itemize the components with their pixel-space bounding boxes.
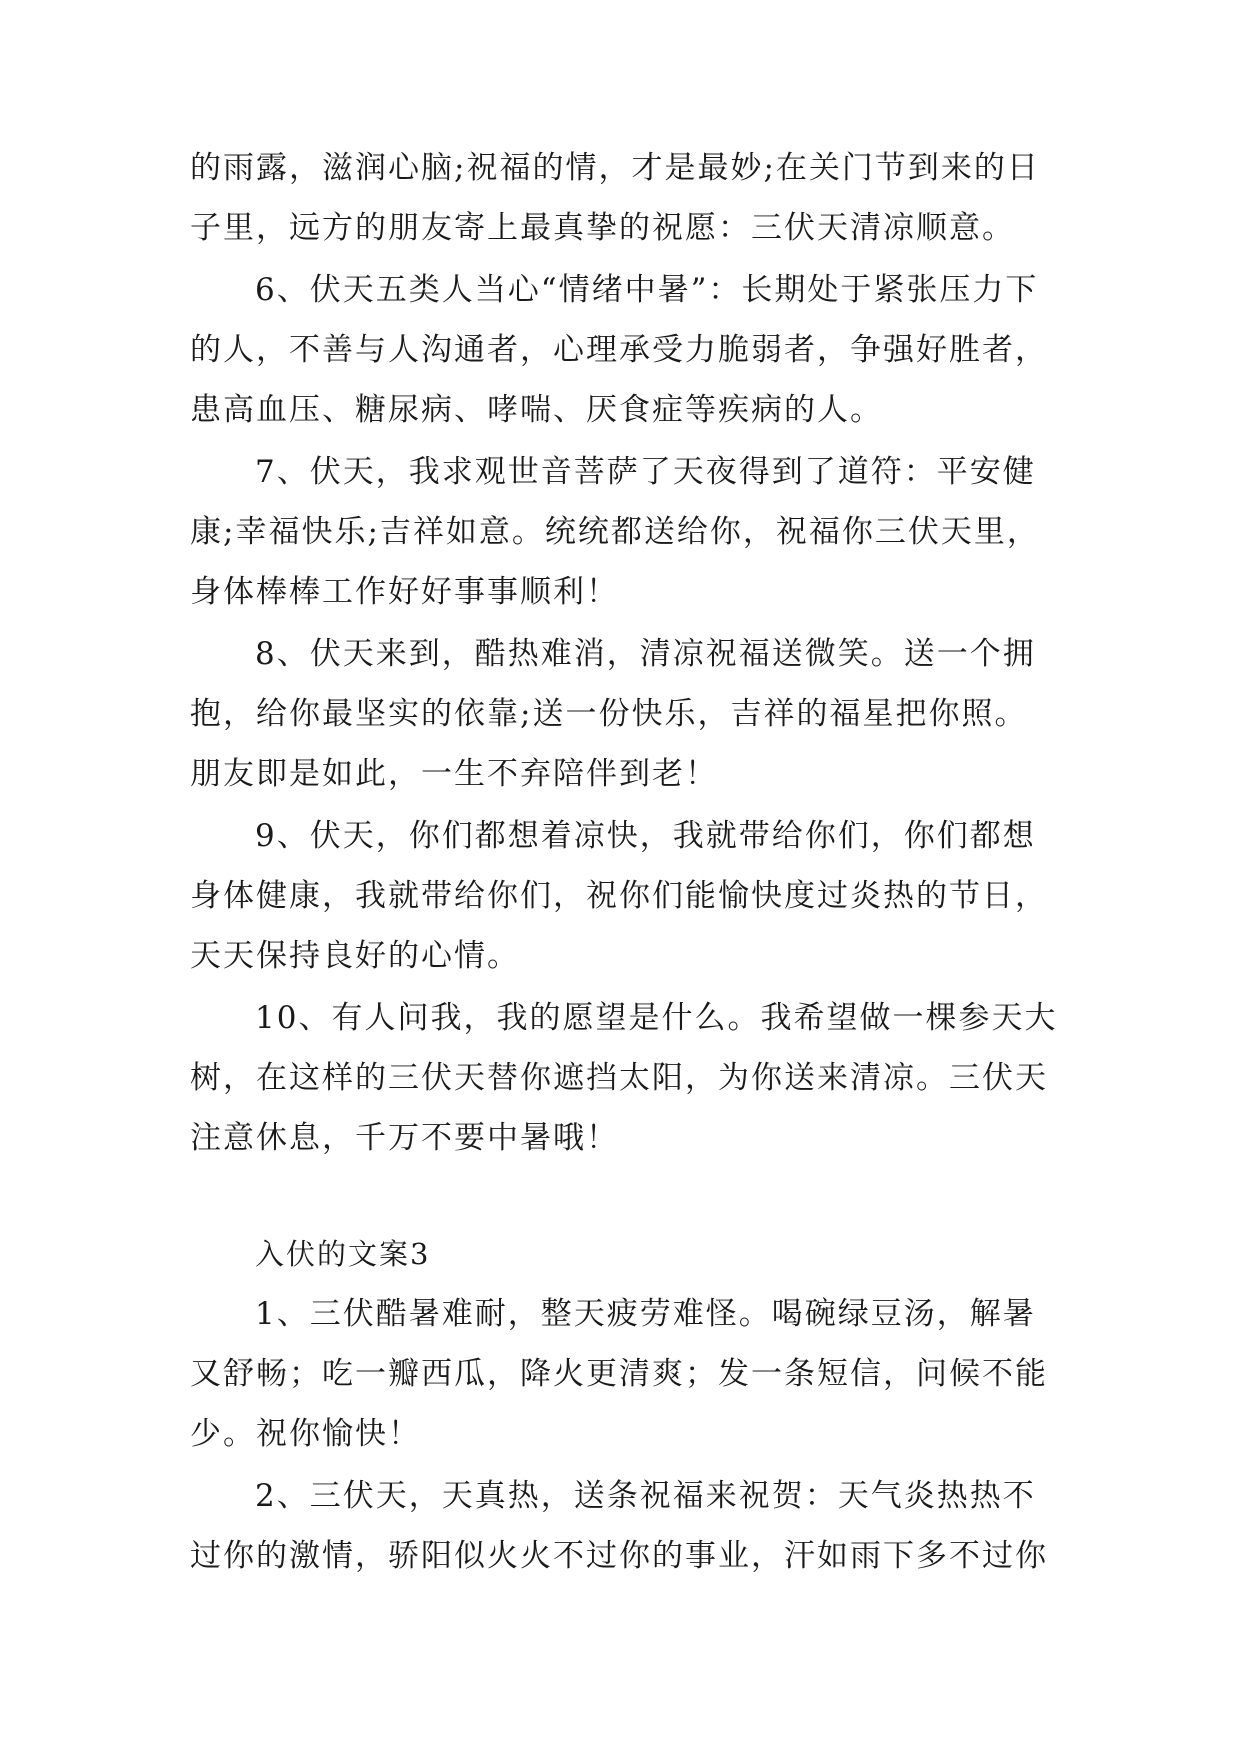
text-line: 1、三伏酷暑难耐，整天疲劳难怪。喝碗绿豆汤，解暑 [255,1296,1036,1332]
text-line: 少。祝你愉快！ [190,1416,421,1452]
text-line: 又舒畅；吃一瓣西瓜，降火更清爽；发一条短信，问候不能 [190,1356,1048,1392]
text-line: 的人，不善与人沟通者，心理承受力脆弱者，争强好胜者， [190,332,1048,368]
text-line: 身体健康，我就带给你们，祝你们能愉快度过炎热的节日， [190,878,1048,914]
text-line: 的雨露，滋润心脑;祝福的情，才是最妙;在关门节到来的日 [190,150,1040,186]
text-line: 8、伏天来到，酷热难消，清凉祝福送微笑。送一个拥 [255,636,1036,672]
text-line: 抱，给你最坚实的依靠;送一份快乐，吉祥的福星把你照。 [190,696,1028,732]
text-line: 天天保持良好的心情。 [190,938,520,974]
text-line: 康;幸福快乐;吉祥如意。统统都送给你，祝福你三伏天里， [190,514,1040,550]
text-line: 注意休息，千万不要中暑哦！ [190,1120,619,1156]
text-line: 6、伏天五类人当心“情绪中暑”：长期处于紧张压力下 [255,272,1039,308]
text-line: 子里，远方的朋友寄上最真挚的祝愿：三伏天清凉顺意。 [190,210,1015,246]
text-line: 朋友即是如此，一生不弃陪伴到老！ [190,756,718,792]
text-line: 9、伏天，你们都想着凉快，我就带给你们，你们都想 [255,818,1036,854]
text-line: 过你的激情，骄阳似火火不过你的事业，汗如雨下多不过你 [190,1538,1048,1574]
text-line: 患高血压、糖尿病、哮喘、厌食症等疾病的人。 [190,392,883,428]
text-line: 2、三伏天，天真热，送条祝福来祝贺：天气炎热热不 [255,1478,1036,1514]
text-line: 树，在这样的三伏天替你遮挡太阳，为你送来清凉。三伏天 [190,1060,1048,1096]
text-line: 身体棒棒工作好好事事顺利！ [190,574,619,610]
text-line: 7、伏天，我求观世音菩萨了天夜得到了道符：平安健 [255,454,1036,490]
text-line: 10、有人问我，我的愿望是什么。我希望做一棵参天大 [255,1000,1058,1036]
section-heading: 入伏的文案3 [255,1237,431,1271]
